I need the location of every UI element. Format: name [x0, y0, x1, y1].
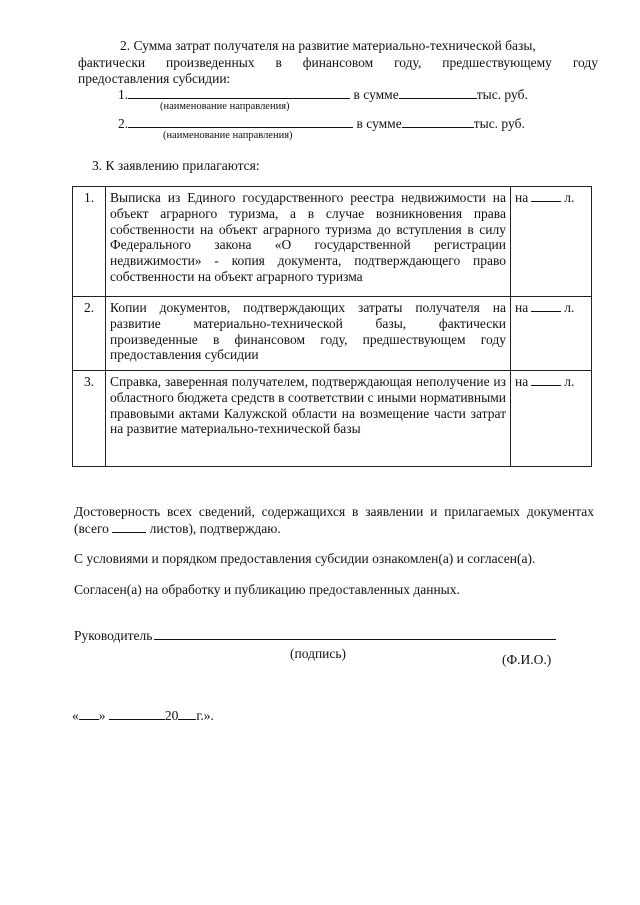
unit-label: тыс. руб. — [476, 87, 528, 102]
expense-entry-number: 2. — [118, 116, 129, 131]
direction-blank[interactable] — [128, 115, 353, 128]
row-number: 2. — [73, 297, 106, 371]
row-number: 3. — [73, 371, 106, 467]
unit-label: тыс. руб. — [473, 116, 525, 131]
direction-blank[interactable] — [128, 86, 350, 99]
signature-blank[interactable] — [154, 627, 556, 640]
name-caption: (Ф.И.О.) — [502, 652, 552, 667]
section2-line1: 2. Сумма затрат получателя на развитие материально-технической базы, — [120, 38, 536, 53]
row-pages — [511, 187, 592, 297]
direction-caption: (наименование направления) — [163, 130, 293, 141]
pages-prefix: на — [515, 300, 529, 315]
pages-suffix: л. — [564, 300, 575, 315]
month-blank[interactable] — [109, 707, 165, 720]
total-label: (всего — [74, 521, 109, 536]
total-sheets-blank[interactable] — [112, 520, 146, 533]
open-quote: « — [72, 708, 79, 723]
amount-blank[interactable] — [402, 115, 474, 128]
pages-count-blank[interactable] — [531, 300, 561, 312]
table-row — [73, 187, 592, 297]
in-sum-label: в сумме — [356, 116, 402, 131]
year-suffix: г.». — [196, 708, 214, 723]
reliability-statement-line1: Достоверность всех сведений, содержащихся в заявлении и прилагаемых документах — [74, 504, 594, 519]
row-pages — [511, 371, 592, 467]
pages-suffix: л. — [564, 190, 575, 205]
sheets-confirm-label: листов), подтверждаю. — [149, 521, 281, 536]
pages-count-blank[interactable] — [531, 190, 561, 202]
section2-line2: фактически произведенных в финансовом году, предшествующему году — [78, 55, 598, 70]
row-description: Копии документов, подтверждающих затраты получателя на развитие материально-технической базы, фактически произведенные в финансовом году, предшествующем году предоставления субсидии — [106, 297, 511, 371]
section3-heading: 3. К заявлению прилагаются: — [92, 158, 260, 173]
in-sum-label: в сумме — [353, 87, 399, 102]
row-description: Справка, заверенная получателем, подтверждающая неполучение из областного бюджета средств в соответствии с иными нормативными правовыми актами Калужской области на возмещение части затрат на развитие материально-технической базы — [106, 371, 511, 467]
consent-statement: Согласен(а) на обработку и публикацию предоставленных данных. — [74, 582, 460, 597]
direction-caption: (наименование направления) — [160, 101, 290, 112]
signer-label: Руководитель — [74, 628, 153, 643]
signature-line — [74, 627, 556, 644]
date-line — [72, 707, 214, 724]
year-prefix: 20 — [164, 708, 179, 723]
row-number: 1. — [73, 187, 106, 297]
table-row — [73, 297, 592, 371]
reliability-statement-line2 — [74, 520, 281, 537]
pages-prefix: на — [515, 190, 529, 205]
pages-suffix: л. — [564, 374, 575, 389]
expense-entry-number: 1. — [118, 87, 129, 102]
pages-count-blank[interactable] — [531, 374, 561, 386]
table-row — [73, 371, 592, 467]
conditions-statement: С условиями и порядком предоставления субсидии ознакомлен(а) и согласен(а). — [74, 551, 536, 566]
attachments-table — [72, 186, 592, 467]
year-blank[interactable] — [178, 707, 196, 720]
signature-caption: (подпись) — [290, 646, 347, 661]
pages-prefix: на — [515, 374, 529, 389]
day-blank[interactable] — [79, 707, 99, 720]
row-description: Выписка из Единого государственного реестра недвижимости на объект аграрного туризма, а в случае возникновения права собственности на объект аграрного туризма до вступления в силу Федерального закона «О государственной регистрации недвижимости» - копия документа, подтверждающего право собственности на объект аграрного туризма — [106, 187, 511, 297]
section2-line3: предоставления субсидии: — [78, 71, 231, 86]
close-quote: » — [98, 708, 106, 723]
row-pages — [511, 297, 592, 371]
amount-blank[interactable] — [399, 86, 477, 99]
